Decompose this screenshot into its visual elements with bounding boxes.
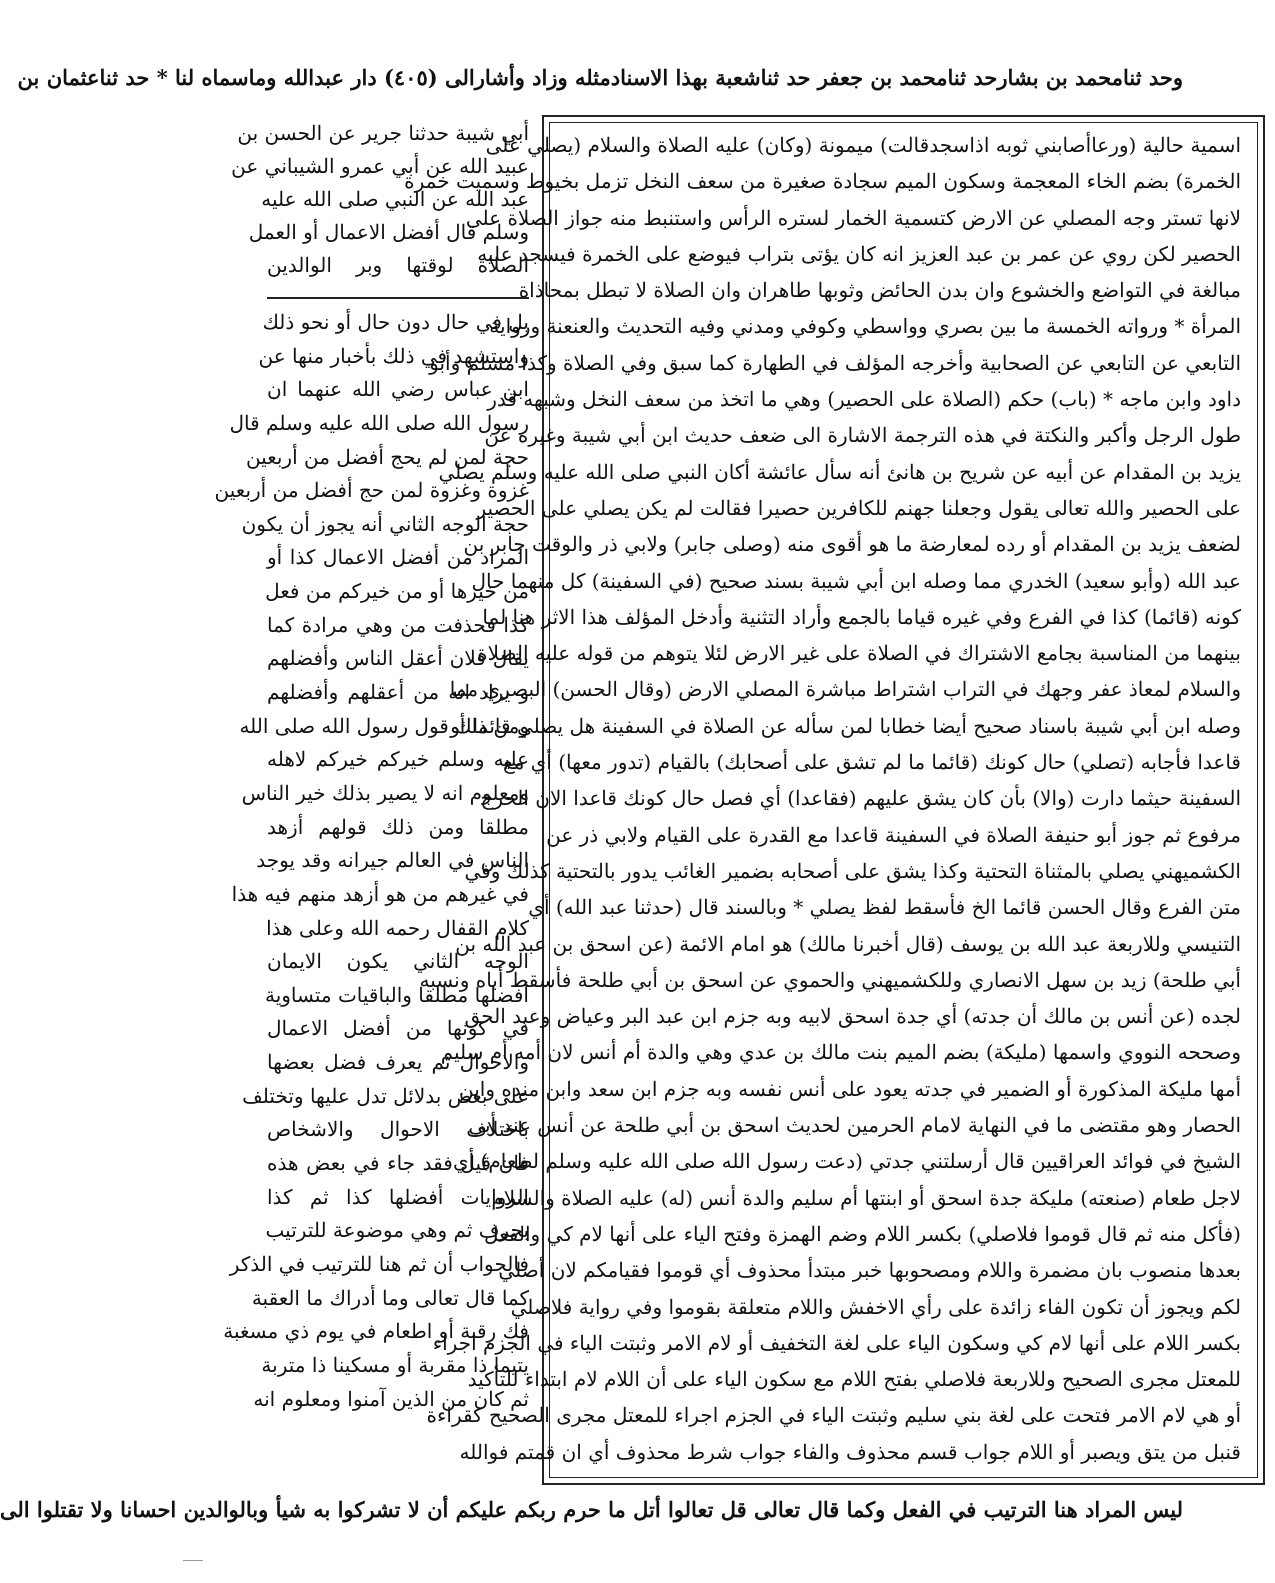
side-bottom-line: الوجه الثاني يكون الايمان: [267, 949, 529, 974]
side-bottom-line: مطلقا ومن ذلك قولهم أزهد: [267, 814, 529, 839]
main-text-line: داود وابن ماجه * (باب) حكم (الصلاة على الحصير) وهي ما اتخذ من سعف النخل وشبهه قدر: [487, 387, 1241, 412]
main-text-line: على الحصير والله تعالى يقول وجعلنا جهنم للكافرين حصيرا فقالت لم يكن يصلي على الحصير: [476, 495, 1241, 520]
main-text-line: أمها مليكة المذكورة أو الضمير في جدته يعود على أنس نفسه وبه جزم ابن سعد وابن منده وابن: [459, 1076, 1241, 1101]
main-text-line: بينهما من المناسبة بجامع الاشتراك في الصلاة على غير الارض لئلا يتوهم من قوله عليه الصلاة: [477, 641, 1241, 666]
main-text-line: لاجل طعام (صنعته) مليكة جدة اسحق أو ابنتها أم سليم والدة أنس (له) عليه الصلاة والسلام: [491, 1185, 1241, 1210]
side-bottom-line: واستشهد في ذلك بأخبار منها عن: [258, 343, 529, 368]
side-divider: [267, 297, 529, 299]
page-header: [17, 60, 1183, 96]
main-text-line: يزيد بن المقدام عن أبيه عن شريح بن هانئ أنه سأل عائشة أكان النبي صلى الله عليه وسلم يصلي: [438, 459, 1241, 484]
side-top-line: الصلاة لوقتها وبر الوالدين: [267, 253, 529, 277]
main-text-line: اسمية حالية (ورعاأصابني ثوبه اذاسجدقالت) ميمونة (وكان) عليه الصلاة والسلام (يصلي على: [485, 133, 1241, 157]
side-top-line: أبي شيبة حدثنا جرير عن الحسن بن: [237, 121, 529, 145]
side-bottom-line: بل في حال دون حال أو نحو ذلك: [262, 310, 529, 334]
main-text-line: بعدها منصوب بان مضمرة واللام ومصحوبها خبر مبتدأ محذوف أي قوموا فقيامكم لان أصلي: [498, 1258, 1241, 1283]
main-text-line: الحصير لكن روي عن عمر بن عبد العزيز انه كان يؤتى بتراب فيوضع على الخمرة فيسجد عليه: [477, 241, 1241, 266]
side-bottom-line: أفضلها مطلقا والباقيات متساوية: [264, 982, 529, 1007]
side-bottom-line: كذا فحذفت من وهي مرادة كما: [267, 612, 529, 637]
main-text-line: وصححه النووي واسمها (مليكة) بضم الميم بنت مالك بن عدي وهي والدة أم أنس لان أمه أم سليم: [440, 1040, 1241, 1065]
page-number: (٤٠٥): [383, 65, 438, 90]
main-text-line: قنبل من يتق ويصبر أو اللام جواب قسم محذوف والفاء جواب شرط محذوف أي ان قمتم فوالله: [459, 1439, 1241, 1464]
main-text-line: الخمرة) بضم الخاء المعجمة وسكون الميم سجادة صغيرة من سعف النخل تزمل بخيوط وسميت خمرة: [404, 169, 1241, 194]
side-bottom-line: عليه وسلم خيركم خيركم لاهله: [267, 747, 529, 772]
main-text-line: متن الفرع وقال الحسن قائما الخ فأسقط لفظ يصلي * وبالسند قال (حدثنا عبد الله) أي: [528, 895, 1241, 920]
side-bottom-line: بحرف ثم وهي موضوعة للترتيب: [265, 1218, 529, 1243]
side-bottom-line: في كونها من أفضل الاعمال: [267, 1016, 529, 1041]
scan-mark: [183, 1560, 203, 1561]
side-bottom-line: ثم كان من الذين آمنوا ومعلوم انه: [253, 1386, 529, 1411]
side-bottom-line: كلام القفال رحمه الله وعلى هذا: [266, 915, 529, 940]
side-bottom-line: ومعلوم انه لا يصير بذلك خير الناس: [241, 780, 529, 805]
main-text-line: مرفوع ثم جوز أبو حنيفة الصلاة في السفينة قاعدا مع القدرة على القيام ولابي ذر عن: [546, 822, 1241, 847]
header-text-before: وحد ثنامحمد بن بشارحد ثنامحمد بن جعفر حد ثناشعبة بهذا الاسنادمثله وزاد وأشارالى: [445, 65, 1183, 90]
side-top-line: عبد الله عن النبي صلى الله عليه: [261, 187, 529, 211]
side-bottom-line: فان قيل فقد جاء في بعض هذه: [267, 1151, 529, 1176]
side-top-line: عبيد الله عن أبي عمرو الشيباني عن: [231, 154, 529, 178]
main-text-line: مبالغة في التواضع والخشوع وان بدن الحائض وثوبها طاهران وان الصلاة لا تبطل بمحاذاة: [518, 278, 1241, 303]
main-text-line: (فأكل منه ثم قال قوموا فلاصلي) بكسر اللام وضم الهمزة وفتح الياء على أنها لام كي والفعل: [483, 1221, 1241, 1246]
side-bottom-line: و يراد انه من أعقلهم وأفضلهم: [267, 680, 529, 705]
side-bottom-line: يتيما ذا مقربة أو مسكينا ذا متربة: [261, 1352, 529, 1377]
main-text-line: المرأة * ورواته الخمسة ما بين بصري وواسطي وكوفي ومدني وفيه التحديث والعنعنة ورواية: [489, 314, 1241, 339]
main-text-line: قاعدا فأجابه (تصلي) حال كونك (قائما ما لم تشق على أصحابك) بالقيام (تدور معها) أي مع: [502, 750, 1241, 775]
main-text-line: أو هي لام الامر فتحت على لغة بني سليم وثبتت الياء في الجزم اجراء للمعتل مجرى الصحيح كقراءة: [426, 1403, 1241, 1428]
main-text-line: بكسر اللام على أنها لام كي وسكون الياء على لغة التخفيف أو لام الامر وثبتت الياء في الجزم اجراء: [432, 1330, 1241, 1355]
main-text-line: والسلام لمعاذ عفر وجهك في التراب اشتراط مباشرة المصلي الارض (وقال الحسن) البصري مما: [449, 677, 1241, 702]
main-commentary-frame: [404, 115, 1265, 1485]
side-bottom-line: على بعض بدلائل تدل عليها وتختلف: [242, 1083, 529, 1108]
main-text-line: لانها تستر وجه المصلي عن الارض كتسمية الخمار لستره الرأس واستنبط منه جواز الصلاة على: [465, 205, 1241, 230]
main-text-line: السفينة حيثما دارت (والا) بأن كان يشق عليهم (فقاعدا) أي فصل حال كونك قاعدا الان الحرج: [480, 786, 1241, 811]
main-text-line: للمعتل مجرى الصحيح وللاربعة فلاصلي بفتح اللام مع سكون الياء على أن اللام لام ابتداء للتأكيد: [467, 1367, 1241, 1392]
side-bottom-line: ومن ذلك قول رسول الله صلى الله: [239, 713, 529, 738]
side-bottom-line: فالجواب أن ثم هنا للترتيب في الذكر: [229, 1251, 529, 1276]
main-text-line: عبد الله (وأبو سعيد) الخدري مما وصله ابن أبي شيبة بسند صحيح (في السفينة) كل منهما حال: [471, 568, 1241, 593]
main-text-line: الكشميهني يصلي بالمثناة التحتية وكذا يشق على أصحابه بضمير الغائب يدور بالتحتية كذلك وفي: [464, 858, 1241, 883]
main-text-line: وصله ابن أبي شيبة باسناد صحيح أيضا خطابا لمن سأله عن الصلاة في السفينة هل يصلي قائما أو: [450, 713, 1241, 738]
side-bottom-line: والاحوال ثم يعرف فضل بعضها: [267, 1050, 529, 1075]
side-bottom-line: الناس في العالم جيرانه وقد يوجد: [256, 848, 529, 873]
side-hadith-text: [231, 117, 529, 282]
main-text-line: لكم ويجوز أن تكون الفاء زائدة على رأي الاخفش واللام متعلقة بقوموا وفي رواية فلاصلي: [510, 1294, 1241, 1319]
header-text-after: دار عبدالله وماسماه لنا * حد ثناعثمان بن: [17, 65, 377, 90]
main-text-line: التنيسي وللاربعة عبد الله بن يوسف (قال أخبرنا مالك) هو امام الائمة (عن اسحق بن عبد الله بن: [455, 931, 1241, 956]
main-text-line: لجده (عن أنس بن مالك أن جدته) أي جدة اسحق لابيه وبه جزم ابن عبد البر وعياض وعبد الحق: [464, 1004, 1241, 1029]
side-bottom-line: كما قال تعالى وما أدراك ما العقبة: [251, 1285, 529, 1310]
side-bottom-line: الروايات أفضلها كذا ثم كذا: [267, 1184, 529, 1209]
side-bottom-line: ابن عباس رضي الله عنهما ان: [267, 377, 529, 402]
main-text-line: كونه (قائما) كذا في الفرع وفي غيره قياما بالجمع وأراد التثنية وأدخل المؤلف هذا الاثر هنا لما: [482, 604, 1241, 629]
side-bottom-line: غزوة وغزوة لمن حج أفضل من أربعين: [214, 478, 529, 503]
main-text-line: لضعف يزيد بن المقدام أو رده لمعارضة ما هو أقوى منه (وصلى جابر) ولابي ذر والوقت جابر بن: [463, 532, 1241, 557]
main-text-line: التابعي عن التابعي عن الصحابية وأخرجه المؤلف في الطهارة كما سبق وفي الصلاة وكذا مسلم وأبو: [429, 350, 1241, 375]
main-text-line: طول الرجل وأكبر والنكتة في هذه الترجمة الاشارة الى ضعف حديث ابن أبي شيبة وغيره عن: [484, 423, 1241, 448]
side-bottom-line: من خيرها أو من خيركم من فعل: [265, 579, 529, 604]
side-bottom-line: فك رقبة أو اطعام في يوم ذي مسغبة: [223, 1319, 529, 1344]
side-bottom-line: باختلاف الاحوال والاشخاص: [267, 1117, 529, 1142]
side-bottom-line: يقال فلان أعقل الناس وأفضلهم: [267, 646, 529, 671]
side-bottom-line: حجة لمن لم يحج أفضل من أربعين: [245, 444, 529, 469]
side-top-line: وسلم قال أفضل الاعمال أو العمل: [248, 220, 529, 244]
main-text-line: الشيخ في فوائد العراقيين قال أرسلتني جدتي (دعت رسول الله صلى الله عليه وسلم لطعام) أي: [452, 1149, 1241, 1174]
side-bottom-line: المراد من أفضل الاعمال كذا أو: [267, 545, 529, 570]
side-bottom-line: في غيرهم من هو أزهد منهم فيه هذا: [231, 881, 529, 906]
page-footer: ليس المراد هنا الترتيب في الفعل وكما قال تعالى قل تعالوا أتل ما حرم ربكم عليكم أن لا تشركوا به شيأ وبالوالدين احسانا ولا تقتلوا الى: [0, 1497, 1183, 1522]
side-bottom-line: حجة الوجه الثاني أنه يجوز أن يكون: [241, 511, 529, 536]
side-commentary-text: [214, 306, 529, 1416]
side-bottom-line: رسول الله صلى الله عليه وسلم قال: [229, 410, 529, 435]
main-commentary-text: [404, 122, 1258, 1478]
main-text-line: أبي طلحة) زيد بن سهل الانصاري وللكشميهني والحموي عن اسحق بن أبي طلحة فأسقط أباه ونسبه: [419, 967, 1241, 992]
main-text-line: الحصار وهو مقتضى ما في النهاية لامام الحرمين لحديث اسحق بن أبي طلحة عن أنس عند أبي: [468, 1113, 1241, 1138]
